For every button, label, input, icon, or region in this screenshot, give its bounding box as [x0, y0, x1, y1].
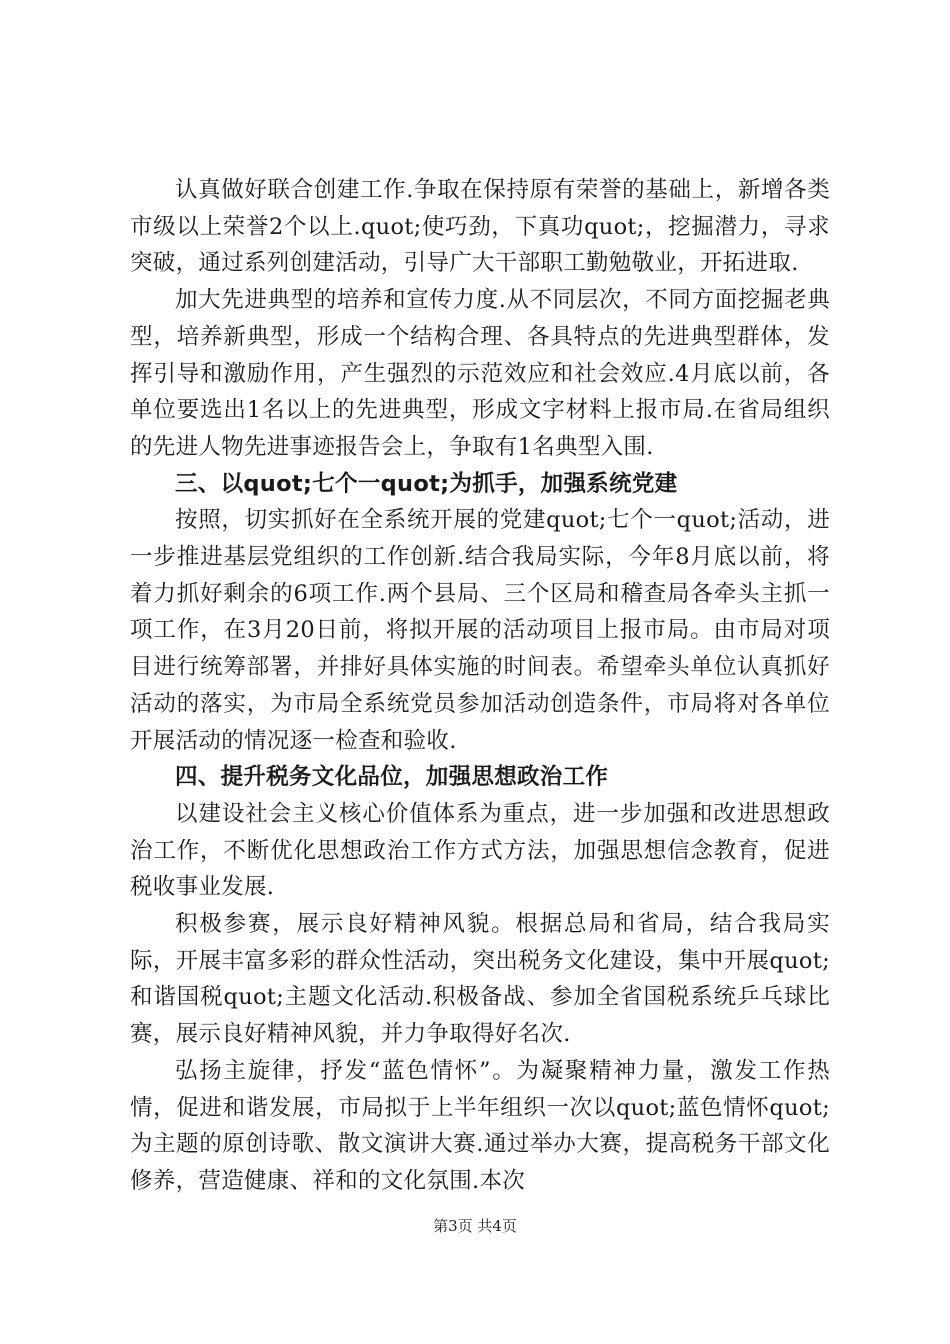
paragraph-core-values: 以建设社会主义核心价值体系为重点，进一步加强和改进思想政治工作，不断优化思想政治工作方式方法，加强思想信念教育，促进税收事业发展. — [130, 800, 830, 901]
paragraph-advanced-models: 加大先进典型的培养和宣传力度.从不同层次，不同方面挖掘老典型，培养新典型，形成一个结构合理、各具特点的先进典型群体，发挥引导和激励作用，产生强烈的示范效应和社会效应.4月底以前，各单位要选出1名以上的先进典型，形成文字材料上报市局.在省局组织的先进人物先进事迹报告会上，争取有1名典型入围. — [130, 287, 830, 460]
paragraph-blue-feelings: 弘扬主旋律，抒发“蓝色情怀”。为凝聚精神力量，激发工作热情，促进和谐发展，市局拟于上半年组织一次以quot;蓝色情怀quot;为主题的原创诗歌、散文演讲大赛.通过举办大赛，提高税务干部文化修养，营造健康、祥和的文化氛围.本次 — [130, 1057, 830, 1194]
document-body — [130, 172, 830, 1200]
section-heading-3: 三、以quot;七个一quot;为抓手，加强系统党建 — [175, 470, 678, 497]
paragraph-party-building: 按照，切实抓好在全系统开展的党建quot;七个一quot;活动，进一步推进基层党组织的工作创新.结合我局实际，今年8月底以前，将着力抓好剩余的6项工作.两个县局、三个区局和稽查局各牵头主抓一项工作，在3月20日前，将拟开展的活动项目上报市局。由市局对项目进行统筹部署，并排好具体实施的时间表。希望牵头单位认真抓好活动的落实，为市局全系统党员参加活动创造条件，市局将对各单位开展活动的情况逐一检查和验收. — [130, 507, 830, 754]
paragraph-competition: 积极参赛，展示良好精神风貌。根据总局和省局，结合我局实际，开展丰富多彩的群众性活动，突出税务文化建设，集中开展quot;和谐国税quot;主题文化活动.积极备战、参加全省国税系统乒乓球比赛，展示良好精神风貌，并力争取得好名次. — [130, 911, 830, 1048]
page-footer: 第3页 共4页 — [433, 1217, 517, 1235]
section-heading-4: 四、提升税务文化品位，加强思想政治工作 — [175, 764, 609, 791]
paragraph-joint-creation: 认真做好联合创建工作.争取在保持原有荣誉的基础上，新增各类市级以上荣誉2个以上.quot;使巧劲，下真功quot;，挖掘潜力，寻求突破，通过系列创建活动，引导广大干部职工勤勉敬业，开拓进取. — [130, 177, 830, 277]
